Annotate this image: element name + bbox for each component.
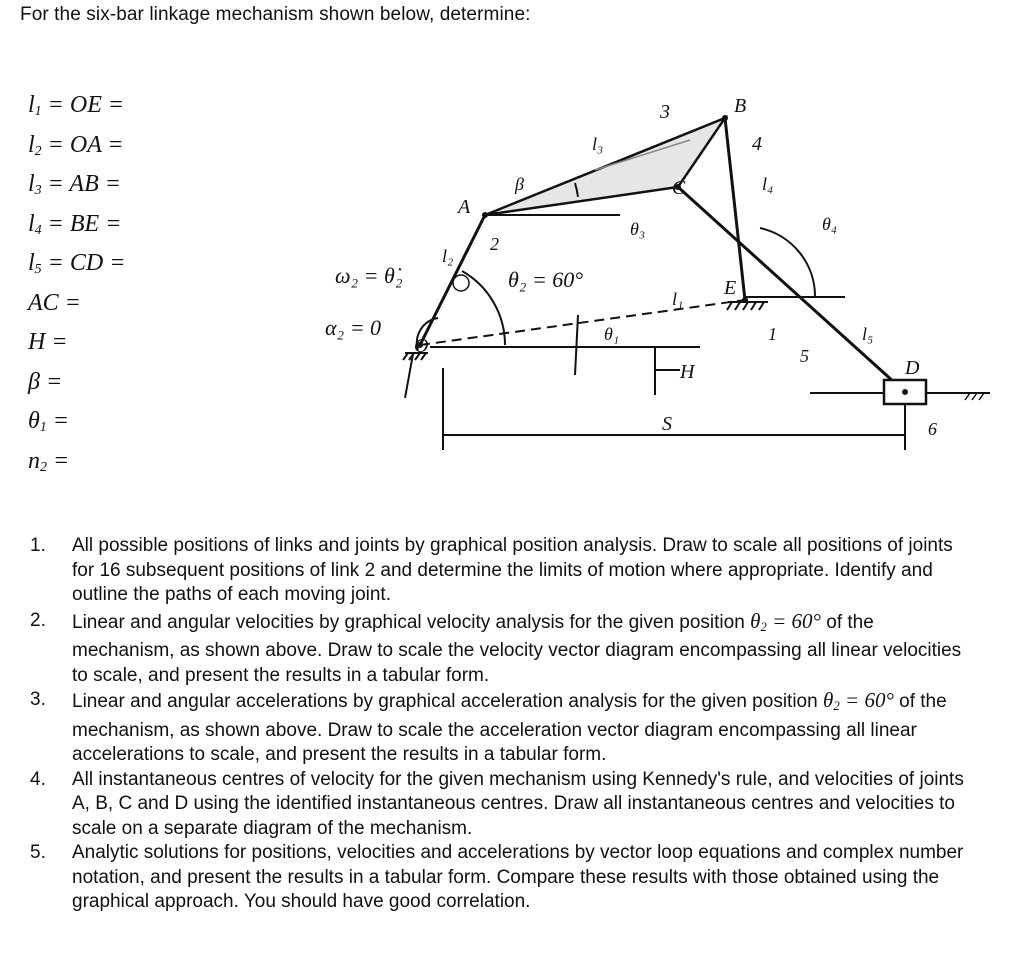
s-dimension [443,368,905,450]
label-joint-e: E [724,277,737,299]
theta1-marker [575,315,578,375]
question-list [30,534,980,915]
param-l1: $l_1$ = OE = [28,92,125,119]
label-alpha: α₂ = 0 [325,315,382,340]
link-4 [725,118,745,300]
question-item [30,841,980,915]
label-omega: ω₂ = θ̇₂ [335,263,403,288]
label-joint-d: D [905,357,920,379]
label-l1: l₁ [672,289,684,309]
label-theta3: θ₃ [630,219,646,239]
label-l4: l₄ [762,174,774,194]
label-link-4: 4 [752,133,762,155]
param-ac: AC = [28,289,81,316]
question-number: 3. [30,689,46,710]
question-text: Linear and angular accelerations by graphical acceleration analysis for the given position [72,691,818,712]
param-h: H = [28,329,68,355]
label-link-3: 3 [660,101,670,123]
label-l5: l₅ [862,324,874,344]
question-text: All instantaneous centres of velocity for the given mechanism using Kennedy's rule, and velocities of joints A, B, C and D using the identified instantaneous centres. Draw all instantaneous centres and velocities to scale on a separate diagram of the mechanism. [72,768,964,839]
link-5 [678,187,905,392]
ground-support-o [403,353,428,398]
param-l4: $l_4$ = BE = [28,210,122,238]
label-joint-c: C [672,177,686,199]
label-joint-b: B [734,95,747,117]
joint-d-dot [902,389,908,395]
label-theta1: θ₁ [604,324,620,344]
question-number: 5. [30,842,46,863]
label-l2: l₂ [442,246,454,266]
question-number: 4. [30,768,46,790]
question-text: Linear and angular velocities by graphical velocity analysis for the given position [72,611,745,633]
linkage-diagram [300,60,1000,460]
page-title: For the six-bar linkage mechanism shown below, determine: [20,4,531,25]
question-text: All possible positions of links and joints by graphical position analysis. Draw to scale all positions of joints for 16 subsequent positions of link 2 and determine the limits of motion where appropriate. Identify and outline the paths of each moving joint. [72,535,953,605]
crank-pin-icon [453,275,469,291]
joint-e-dot [742,297,748,303]
question-number: 2. [30,609,46,631]
theta2-inline: $\theta_2 = 60^\circ$ [822,688,894,713]
parameter-list [28,86,125,481]
question-text: Analytic solutions for positions, velocities and accelerations by vector loop equations and complex number notation, and present the results in a tabular form. Compare these results with those obtained using the graphical approach. You should have good correlation. [72,842,964,912]
question-item [30,768,980,842]
param-l5: $l_5$ = CD = [28,250,126,277]
theta2-inline: $\theta_2 = 60^\circ$ [750,608,821,634]
label-joint-o: O [414,335,429,357]
label-link-5: 5 [800,346,809,366]
param-l3: $l_3$ = AB = [28,171,121,198]
label-joint-a: A [458,196,471,218]
label-theta2: θ₂ = 60° [508,267,584,292]
question-number: 1. [30,535,46,556]
question-text-continued: of the mechanism, as shown above. Draw to scale the acceleration vector diagram encompassing all linear accelerations to scale, and present the results in a tabular form. [72,691,947,765]
label-l3: l₃ [592,134,604,154]
h-dimension [655,347,680,395]
param-theta1: $\theta_1$ = [28,408,69,435]
label-link-6: 6 [928,419,937,439]
label-theta4: θ₄ [822,214,838,234]
param-beta: β = [28,368,63,395]
question-item [30,534,980,608]
joint-a-dot [482,212,488,218]
dashed-line-oe [420,300,745,345]
label-s: S [662,413,672,435]
param-n2: $n_2$ = [28,447,70,475]
label-link-1a: 1 [768,324,777,344]
joint-b-dot [722,115,728,121]
label-link-2: 2 [490,234,499,254]
label-beta: β [515,174,524,194]
param-l2: $l_2$ = OA = [28,131,124,159]
question-item [30,609,980,689]
question-item [30,688,980,768]
question-text-continued: of the mechanism, as shown above. Draw to scale the velocity vector diagram encompassing all linear velocities to scale, and present the results in a tabular form. [72,611,962,686]
label-h: H [680,361,695,383]
ground-track-hatch [965,393,984,400]
ground-support-e [727,302,768,310]
